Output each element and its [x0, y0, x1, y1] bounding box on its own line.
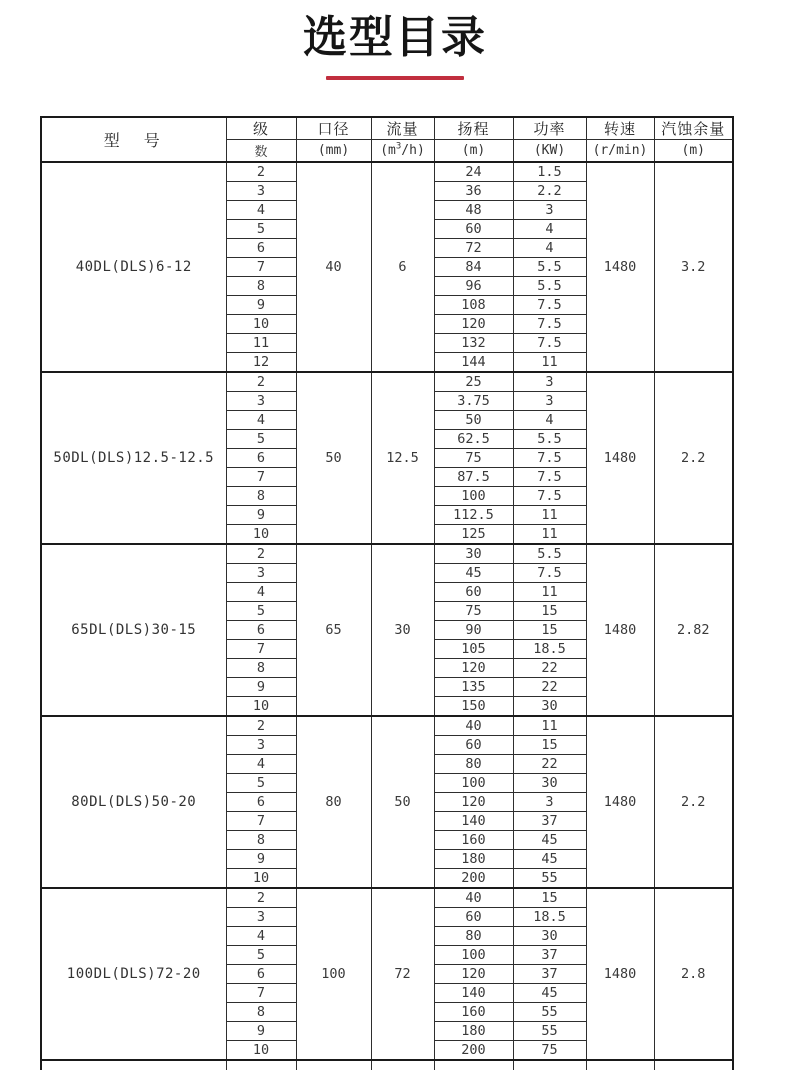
power-cell: 22 — [513, 678, 586, 697]
power-cell: 15 — [513, 602, 586, 621]
head-cell: 120 — [434, 965, 513, 984]
stage-cell: 10 — [226, 869, 296, 889]
flow-cell: 6 — [371, 162, 434, 372]
stage-cell: 7 — [226, 258, 296, 277]
stage-cell: 5 — [226, 430, 296, 449]
head-cell: 144 — [434, 353, 513, 373]
cutoff-cell — [434, 1060, 513, 1070]
speed-cell: 1480 — [586, 544, 654, 716]
cutoff-cell — [41, 1060, 226, 1070]
power-cell: 7.5 — [513, 296, 586, 315]
power-cell: 11 — [513, 716, 586, 736]
flow-cell: 72 — [371, 888, 434, 1060]
power-cell: 11 — [513, 525, 586, 545]
stage-cell: 6 — [226, 621, 296, 640]
header-power: 功率 — [513, 117, 586, 140]
stage-cell: 10 — [226, 697, 296, 717]
stage-cell: 4 — [226, 411, 296, 430]
speed-cell: 1480 — [586, 162, 654, 372]
head-cell: 140 — [434, 812, 513, 831]
head-cell: 132 — [434, 334, 513, 353]
header-npsh: 汽蚀余量 — [654, 117, 733, 140]
head-cell: 36 — [434, 182, 513, 201]
stage-cell: 3 — [226, 564, 296, 583]
power-cell: 7.5 — [513, 564, 586, 583]
stage-cell: 2 — [226, 716, 296, 736]
head-cell: 180 — [434, 1022, 513, 1041]
stage-cell: 3 — [226, 392, 296, 411]
stage-cell: 9 — [226, 296, 296, 315]
head-cell: 60 — [434, 736, 513, 755]
power-cell: 45 — [513, 984, 586, 1003]
header-flow-unit — [371, 140, 434, 163]
head-cell: 75 — [434, 449, 513, 468]
stage-cell: 10 — [226, 525, 296, 545]
stage-cell: 12 — [226, 353, 296, 373]
power-cell: 4 — [513, 239, 586, 258]
header-flow: 流量 — [371, 117, 434, 140]
power-cell: 11 — [513, 353, 586, 373]
power-cell: 1.5 — [513, 162, 586, 182]
power-cell: 5.5 — [513, 544, 586, 564]
head-cell: 30 — [434, 544, 513, 564]
header-stages-bottom: 数 — [226, 140, 296, 163]
head-cell: 3.75 — [434, 392, 513, 411]
pump-selection-table — [40, 116, 734, 1070]
header-diameter-unit: (mm) — [296, 140, 371, 163]
diameter-cell: 50 — [296, 372, 371, 544]
head-cell: 105 — [434, 640, 513, 659]
flow-cell: 12.5 — [371, 372, 434, 544]
stage-cell: 9 — [226, 1022, 296, 1041]
head-cell: 50 — [434, 411, 513, 430]
stage-cell: 9 — [226, 506, 296, 525]
flow-unit-post: /h) — [401, 143, 425, 158]
table-row — [41, 544, 733, 564]
model-cell: 50DL(DLS)12.5-12.5 — [41, 372, 226, 544]
diameter-cell: 100 — [296, 888, 371, 1060]
head-cell: 40 — [434, 716, 513, 736]
power-cell: 7.5 — [513, 487, 586, 506]
speed-cell: 1480 — [586, 372, 654, 544]
power-cell: 37 — [513, 946, 586, 965]
stage-cell: 5 — [226, 220, 296, 239]
head-cell: 25 — [434, 372, 513, 392]
npsh-cell: 2.8 — [654, 888, 733, 1060]
head-cell: 84 — [434, 258, 513, 277]
header-row-names — [41, 117, 733, 140]
stage-cell: 6 — [226, 239, 296, 258]
npsh-cell: 2.2 — [654, 716, 733, 888]
model-cell: 40DL(DLS)6-12 — [41, 162, 226, 372]
stage-cell: 7 — [226, 468, 296, 487]
stage-cell: 6 — [226, 965, 296, 984]
head-cell: 60 — [434, 220, 513, 239]
head-cell: 108 — [434, 296, 513, 315]
stage-cell: 8 — [226, 659, 296, 678]
power-cell: 7.5 — [513, 315, 586, 334]
power-cell: 55 — [513, 1003, 586, 1022]
cutoff-cell — [654, 1060, 733, 1070]
power-cell: 5.5 — [513, 430, 586, 449]
stage-cell: 8 — [226, 1003, 296, 1022]
stage-cell: 5 — [226, 602, 296, 621]
power-cell: 15 — [513, 888, 586, 908]
head-cell: 120 — [434, 659, 513, 678]
stage-cell: 9 — [226, 850, 296, 869]
power-cell: 7.5 — [513, 334, 586, 353]
power-cell: 55 — [513, 1022, 586, 1041]
stage-cell: 4 — [226, 755, 296, 774]
flow-cell: 50 — [371, 716, 434, 888]
catalog-table-body — [41, 162, 733, 1070]
head-cell: 200 — [434, 1041, 513, 1061]
table-row — [41, 716, 733, 736]
table-header — [41, 117, 733, 162]
cutoff-cell — [371, 1060, 434, 1070]
head-cell: 62.5 — [434, 430, 513, 449]
power-cell: 4 — [513, 411, 586, 430]
head-cell: 48 — [434, 201, 513, 220]
power-cell: 30 — [513, 697, 586, 717]
head-cell: 160 — [434, 831, 513, 850]
table-row — [41, 888, 733, 908]
stage-cell: 10 — [226, 1041, 296, 1061]
header-speed: 转速 — [586, 117, 654, 140]
cutoff-cell — [296, 1060, 371, 1070]
table-row — [41, 372, 733, 392]
power-cell: 75 — [513, 1041, 586, 1061]
head-cell: 60 — [434, 583, 513, 602]
header-power-unit: (KW) — [513, 140, 586, 163]
power-cell: 3 — [513, 793, 586, 812]
model-cell: 100DL(DLS)72-20 — [41, 888, 226, 1060]
power-cell: 7.5 — [513, 468, 586, 487]
cutoff-cell — [513, 1060, 586, 1070]
head-cell: 160 — [434, 1003, 513, 1022]
power-cell: 7.5 — [513, 449, 586, 468]
diameter-cell: 40 — [296, 162, 371, 372]
head-cell: 100 — [434, 946, 513, 965]
power-cell: 30 — [513, 774, 586, 793]
power-cell: 30 — [513, 927, 586, 946]
power-cell: 45 — [513, 831, 586, 850]
stage-cell: 3 — [226, 182, 296, 201]
power-cell: 11 — [513, 506, 586, 525]
head-cell: 125 — [434, 525, 513, 545]
stage-cell: 10 — [226, 315, 296, 334]
speed-cell: 1480 — [586, 716, 654, 888]
model-cell: 80DL(DLS)50-20 — [41, 716, 226, 888]
head-cell: 96 — [434, 277, 513, 296]
power-cell: 2.2 — [513, 182, 586, 201]
header-speed-unit: (r/min) — [586, 140, 654, 163]
page-title: 选型目录 — [303, 12, 487, 63]
head-cell: 75 — [434, 602, 513, 621]
diameter-cell: 65 — [296, 544, 371, 716]
head-cell: 200 — [434, 869, 513, 889]
stage-cell: 2 — [226, 372, 296, 392]
power-cell: 45 — [513, 850, 586, 869]
header-npsh-unit: (m) — [654, 140, 733, 163]
header-diameter: 口径 — [296, 117, 371, 140]
stage-cell: 2 — [226, 162, 296, 182]
power-cell: 5.5 — [513, 277, 586, 296]
header-model: 型 号 — [41, 117, 226, 162]
power-cell: 11 — [513, 583, 586, 602]
power-cell: 18.5 — [513, 640, 586, 659]
power-cell: 5.5 — [513, 258, 586, 277]
npsh-cell: 2.82 — [654, 544, 733, 716]
stage-cell: 2 — [226, 888, 296, 908]
model-cell: 65DL(DLS)30-15 — [41, 544, 226, 716]
power-cell: 3 — [513, 201, 586, 220]
table-row — [41, 162, 733, 182]
head-cell: 87.5 — [434, 468, 513, 487]
head-cell: 100 — [434, 774, 513, 793]
stage-cell: 9 — [226, 678, 296, 697]
stage-cell: 6 — [226, 449, 296, 468]
npsh-cell: 3.2 — [654, 162, 733, 372]
stage-cell: 4 — [226, 583, 296, 602]
header-stages-top: 级 — [226, 117, 296, 140]
head-cell: 180 — [434, 850, 513, 869]
head-cell: 120 — [434, 793, 513, 812]
title-underline-accent — [326, 76, 464, 80]
head-cell: 40 — [434, 888, 513, 908]
power-cell: 15 — [513, 621, 586, 640]
head-cell: 80 — [434, 755, 513, 774]
head-cell: 112.5 — [434, 506, 513, 525]
head-cell: 100 — [434, 487, 513, 506]
stage-cell: 7 — [226, 812, 296, 831]
stage-cell: 8 — [226, 831, 296, 850]
stage-cell: 7 — [226, 984, 296, 1003]
speed-cell: 1480 — [586, 888, 654, 1060]
stage-cell: 6 — [226, 793, 296, 812]
stage-cell: 4 — [226, 201, 296, 220]
flow-unit-superscript: 3 — [395, 141, 402, 152]
stage-cell: 8 — [226, 487, 296, 506]
cutoff-cell — [586, 1060, 654, 1070]
power-cell: 37 — [513, 965, 586, 984]
head-cell: 45 — [434, 564, 513, 583]
stage-cell: 3 — [226, 736, 296, 755]
power-cell: 3 — [513, 392, 586, 411]
head-cell: 80 — [434, 927, 513, 946]
stage-cell: 8 — [226, 277, 296, 296]
power-cell: 55 — [513, 869, 586, 889]
power-cell: 37 — [513, 812, 586, 831]
head-cell: 120 — [434, 315, 513, 334]
header-head-unit: (m) — [434, 140, 513, 163]
power-cell: 15 — [513, 736, 586, 755]
stage-cell: 5 — [226, 946, 296, 965]
head-cell: 135 — [434, 678, 513, 697]
head-cell: 150 — [434, 697, 513, 717]
power-cell: 22 — [513, 755, 586, 774]
npsh-cell: 2.2 — [654, 372, 733, 544]
stage-cell: 2 — [226, 544, 296, 564]
head-cell: 72 — [434, 239, 513, 258]
stage-cell: 7 — [226, 640, 296, 659]
head-cell: 24 — [434, 162, 513, 182]
stage-cell: 4 — [226, 927, 296, 946]
diameter-cell: 80 — [296, 716, 371, 888]
head-cell: 60 — [434, 908, 513, 927]
stage-cell: 3 — [226, 908, 296, 927]
power-cell: 18.5 — [513, 908, 586, 927]
stage-cell: 11 — [226, 334, 296, 353]
power-cell: 4 — [513, 220, 586, 239]
cutoff-cell — [226, 1060, 296, 1070]
cutoff-row — [41, 1060, 733, 1070]
head-cell: 90 — [434, 621, 513, 640]
flow-unit-pre: (m — [380, 143, 396, 158]
flow-cell: 30 — [371, 544, 434, 716]
head-cell: 140 — [434, 984, 513, 1003]
power-cell: 22 — [513, 659, 586, 678]
power-cell: 3 — [513, 372, 586, 392]
stage-cell: 5 — [226, 774, 296, 793]
header-head: 扬程 — [434, 117, 513, 140]
